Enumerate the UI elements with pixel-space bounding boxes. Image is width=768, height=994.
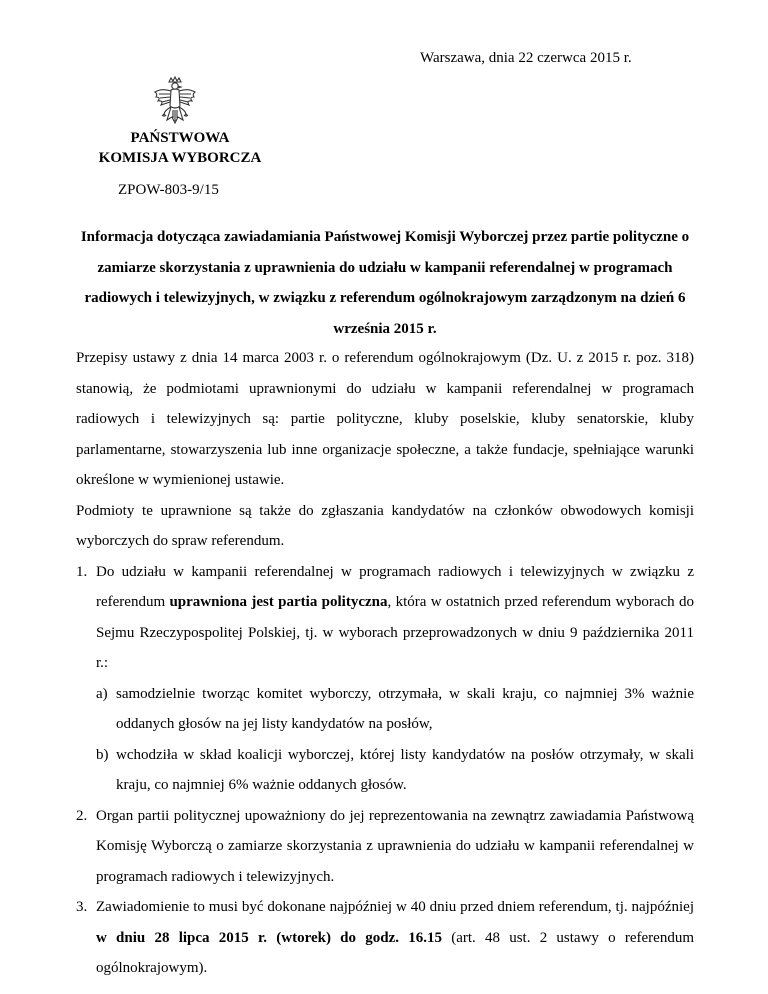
paragraph-1: Przepisy ustawy z dnia 14 marca 2003 r. o referendum ogólnokrajowym (Dz. U. z 2015 r. poz. 318) stanowią, że podmiotami uprawnionymi do udziału w kampanii referendalnej w programach radiowych i telewizyjnych są: partie polityczne, kluby poselskie, kluby senatorskie, kluby parlamentarne, stowarzyszenia lub inne organizacje społeczne, a także fundacje, spełniające warunki określone w wymienionej ustawie. (76, 350, 694, 488)
list-item-number: 1. (76, 563, 88, 580)
list-item-2 (76, 801, 694, 893)
list-item-number: 3. (76, 899, 88, 915)
list-item-text: Zawiadomienie to musi być dokonane najpóźniej w 40 dniu przed dniem referendum, tj. najpóźniej (96, 899, 694, 915)
sub-item-text: samodzielnie tworząc komitet wyborczy, otrzymała, w skali kraju, co najmniej 3% ważnie oddanych głosów na jej listy kandydatów na posłów, (116, 685, 694, 732)
sub-item-text: wchodziła w skład koalicji wyborczej, której listy kandydatów na posłów otrzymały, w skali kraju, co najmniej 6% ważnie oddanych głosów. (116, 746, 694, 793)
document-body (76, 343, 694, 984)
document-title: Informacja dotycząca zawiadamiania Państwowej Komisji Wyborczej przez partie polityczne o zamiarze skorzystania z uprawnienia do udziału w kampanii referendalnej w programach radiowych i telewizyjnych, w związku z referendum ogólnokrajowym zarządzonym na dzień 6 września 2015 r. (80, 229, 690, 337)
sub-item-number: b) (96, 746, 109, 763)
paragraph-2: Podmioty te uprawnione są także do zgłaszania kandydatów na członków obwodowych komisji wyborczych do spraw referendum. (76, 502, 694, 549)
polish-eagle-emblem-icon (152, 76, 198, 130)
list-item-text: Organ partii politycznej upoważniony do jej reprezentowania na zewnątrz zawiadamia Państwową Komisję Wyborczą o zamiarze skorzystania z uprawnienia do udziału w kampanii referendalnej w programach radiowych i telewizyjnych. (96, 807, 694, 885)
list-item-text: (art. 48 ust. 2 ustawy o referendum ogólnokrajowym). (96, 929, 694, 976)
list-item-number: 2. (76, 807, 88, 824)
document-signature: ZPOW-803-9/15 (118, 182, 219, 198)
list-item-text: , która w ostatnich przed referendum wyborach do Sejmu Rzeczypospolitej Polskiej, tj. w wyborach przeprowadzonych w dniu 9 października 2011 r.: (96, 594, 694, 671)
list-item-emphasis: w dniu 28 lipca 2015 r. (wtorek) do godz. 16.15 (96, 929, 442, 946)
sub-item-a (96, 679, 694, 740)
sub-item-number: a) (96, 685, 108, 702)
sub-item-b (96, 740, 694, 801)
list-item-3 (76, 892, 694, 984)
date-line: Warszawa, dnia 22 czerwca 2015 r. (420, 50, 632, 66)
list-item-text: Do udziału w kampanii referendalnej w programach radiowych i telewizyjnych w związku z referendum (96, 563, 694, 610)
organization-name (80, 128, 280, 168)
org-line-2: KOMISJA WYBORCZA (98, 150, 262, 166)
list-item-emphasis: uprawniona jest partia polityczna (169, 594, 388, 610)
org-line-1: PAŃSTWOWA (130, 130, 230, 146)
list-item-1 (76, 557, 694, 801)
